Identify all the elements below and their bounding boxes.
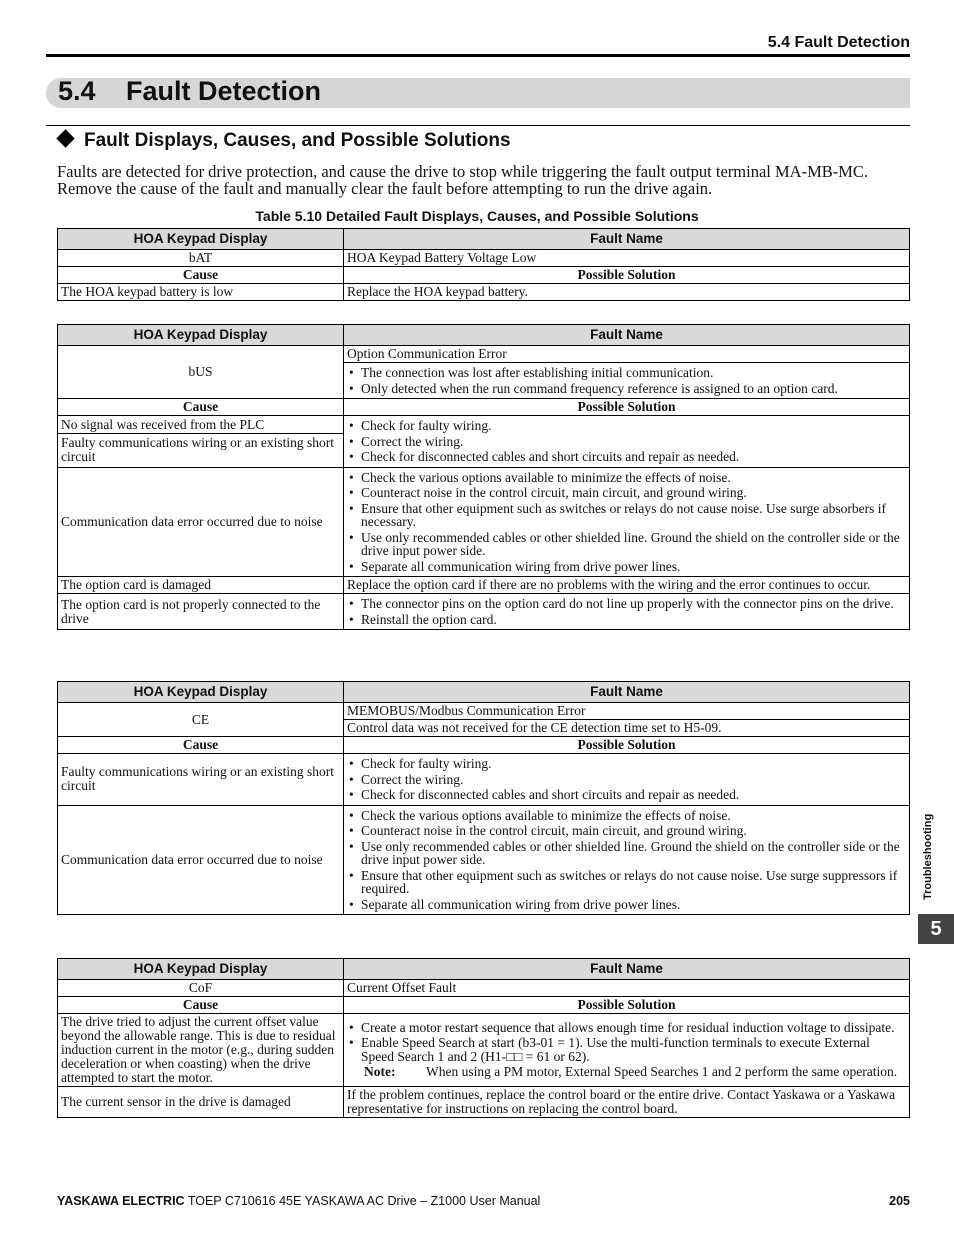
fault-name: Option Communication Error	[344, 346, 910, 363]
fault-table-bus	[57, 324, 910, 630]
header-display: HOA Keypad Display	[58, 229, 344, 250]
cause-cell: Faulty communications wiring or an existing short circuit	[58, 754, 344, 806]
list-item: • Check for disconnected cables and short circuits and repair as needed.	[347, 450, 906, 464]
header-fault-name: Fault Name	[344, 229, 910, 250]
header-solution: Possible Solution	[344, 997, 910, 1014]
fault-name: MEMOBUS/Modbus Communication Error	[344, 703, 910, 720]
solution-cell	[344, 805, 910, 915]
fault-details	[344, 363, 910, 399]
list-item: • Check for faulty wiring.	[347, 419, 906, 433]
solution-cell: Replace the option card if there are no problems with the wiring and the error continues to occur.	[344, 577, 910, 594]
page-number: 205	[889, 1194, 910, 1208]
cause-cell: The current sensor in the drive is damaged	[58, 1087, 344, 1118]
footer-document	[57, 1194, 540, 1208]
list-item: • Separate all communication wiring from drive power lines.	[347, 898, 906, 912]
cause-cell: Communication data error occurred due to noise	[58, 467, 344, 577]
header-solution: Possible Solution	[344, 737, 910, 754]
list-item: • Ensure that other equipment such as switches or relays do not cause noise. Use surge absorbers if necessary.	[347, 502, 906, 529]
list-item: • Check for faulty wiring.	[347, 757, 906, 771]
header-fault-name: Fault Name	[344, 959, 910, 980]
cause-cell: The drive tried to adjust the current offset value beyond the allowable range. This is due to residual induction current in the motor (e.g., during sudden deceleration or when coasting) when the drive attempted to start the motor.	[58, 1014, 344, 1087]
solution-cell	[344, 754, 910, 806]
list-item: • Use only recommended cables or other shielded line. Ground the shield on the controller side or the drive input power side.	[347, 840, 906, 867]
diamond-bullet-icon	[56, 129, 74, 147]
header-rule	[46, 54, 910, 57]
list-item: • Check the various options available to minimize the effects of noise.	[347, 809, 906, 823]
cause-cell: The option card is not properly connected to the drive	[58, 594, 344, 630]
header-display: HOA Keypad Display	[58, 682, 344, 703]
list-item: • Check the various options available to minimize the effects of noise.	[347, 471, 906, 485]
fault-code: CoF	[58, 980, 344, 997]
section-title	[58, 76, 321, 107]
list-item: • Check for disconnected cables and short circuits and repair as needed.	[347, 788, 906, 802]
cause-cell: The HOA keypad battery is low	[58, 284, 344, 301]
fault-table-cof	[57, 958, 910, 1118]
section-title-text: Fault Detection	[126, 76, 322, 106]
header-fault-name: Fault Name	[344, 682, 910, 703]
header-cause: Cause	[58, 267, 344, 284]
cause-cell: The option card is damaged	[58, 577, 344, 594]
subsection-heading	[56, 130, 511, 152]
cause-cell: Communication data error occurred due to noise	[58, 805, 344, 915]
list-item: • The connection was lost after establishing initial communication.	[347, 366, 906, 380]
list-item: • Create a motor restart sequence that allows enough time for residual induction voltage to dissipate.	[347, 1021, 906, 1035]
fault-table-bat	[57, 228, 910, 301]
note-label: Note:	[364, 1064, 396, 1080]
solution-cell	[344, 467, 910, 577]
list-item: • Separate all communication wiring from drive power lines.	[347, 560, 906, 574]
solution-cell	[344, 594, 910, 630]
list-item: • Correct the wiring.	[347, 773, 906, 787]
cause-cell: Faulty communications wiring or an existing short circuit	[58, 434, 344, 467]
header-display: HOA Keypad Display	[58, 959, 344, 980]
fault-table-ce	[57, 681, 910, 915]
list-item: • Ensure that other equipment such as switches or relays do not cause noise. Use surge suppressors if required.	[347, 869, 906, 896]
chapter-tab-label: Troubleshooting	[922, 813, 934, 900]
note	[347, 1065, 906, 1079]
header-display: HOA Keypad Display	[58, 325, 344, 346]
section-number: 5.4	[58, 76, 96, 106]
header-cause: Cause	[58, 737, 344, 754]
intro-paragraph: Faults are detected for drive protection, and cause the drive to stop while triggering the fault output terminal MA-MB-MC. Remove the cause of the fault and manually clear the fault before attempting to run the drive again.	[57, 162, 869, 198]
list-item: • Use only recommended cables or other shielded line. Ground the shield on the controller side or the drive input power side.	[347, 531, 906, 558]
list-item: • Counteract noise in the control circuit, main circuit, and ground wiring.	[347, 486, 906, 500]
list-item: • Only detected when the run command frequency reference is assigned to an option card.	[347, 382, 906, 396]
list-item: • Reinstall the option card.	[347, 613, 906, 627]
list-item: • Counteract noise in the control circuit, main circuit, and ground wiring.	[347, 824, 906, 838]
list-item: • The connector pins on the option card do not line up properly with the connector pins on the drive.	[347, 597, 906, 611]
footer-doc-title: TOEP C710616 45E YASKAWA AC Drive – Z1000 User Manual	[184, 1194, 541, 1208]
list-item: • Enable Speed Search at start (b3-01 = 1). Use the multi-function terminals to execute External Speed Search 1 and 2 (H1-□□ = 61 or 62).	[347, 1036, 906, 1063]
header-fault-name: Fault Name	[344, 325, 910, 346]
section-rule	[46, 125, 910, 126]
header-cause: Cause	[58, 399, 344, 416]
chapter-tab-number: 5	[918, 914, 954, 944]
footer-brand: YASKAWA ELECTRIC	[57, 1194, 185, 1208]
solution-cell	[344, 1014, 910, 1087]
solution-cell	[344, 416, 910, 468]
header-solution: Possible Solution	[344, 399, 910, 416]
solution-cell: If the problem continues, replace the control board or the entire drive. Contact Yaskawa or a Yaskawa representative for instructions on replacing the control board.	[344, 1087, 910, 1118]
solution-cell: Replace the HOA keypad battery.	[344, 284, 910, 301]
list-item: • Correct the wiring.	[347, 435, 906, 449]
note-text: When using a PM motor, External Speed Searches 1 and 2 perform the same operation.	[426, 1064, 898, 1080]
running-head: 5.4 Fault Detection	[767, 34, 910, 51]
fault-code: bUS	[58, 346, 344, 399]
subsection-title: Fault Displays, Causes, and Possible Solutions	[84, 130, 511, 151]
table-caption: Table 5.10 Detailed Fault Displays, Causes, and Possible Solutions	[255, 208, 699, 224]
cause-cell: No signal was received from the PLC	[58, 416, 344, 434]
header-solution: Possible Solution	[344, 267, 910, 284]
fault-name: Current Offset Fault	[344, 980, 910, 997]
fault-code: bAT	[58, 250, 344, 267]
fault-detail: Control data was not received for the CE detection time set to H5-09.	[344, 720, 910, 737]
fault-name: HOA Keypad Battery Voltage Low	[344, 250, 910, 267]
fault-code: CE	[58, 703, 344, 737]
header-cause: Cause	[58, 997, 344, 1014]
